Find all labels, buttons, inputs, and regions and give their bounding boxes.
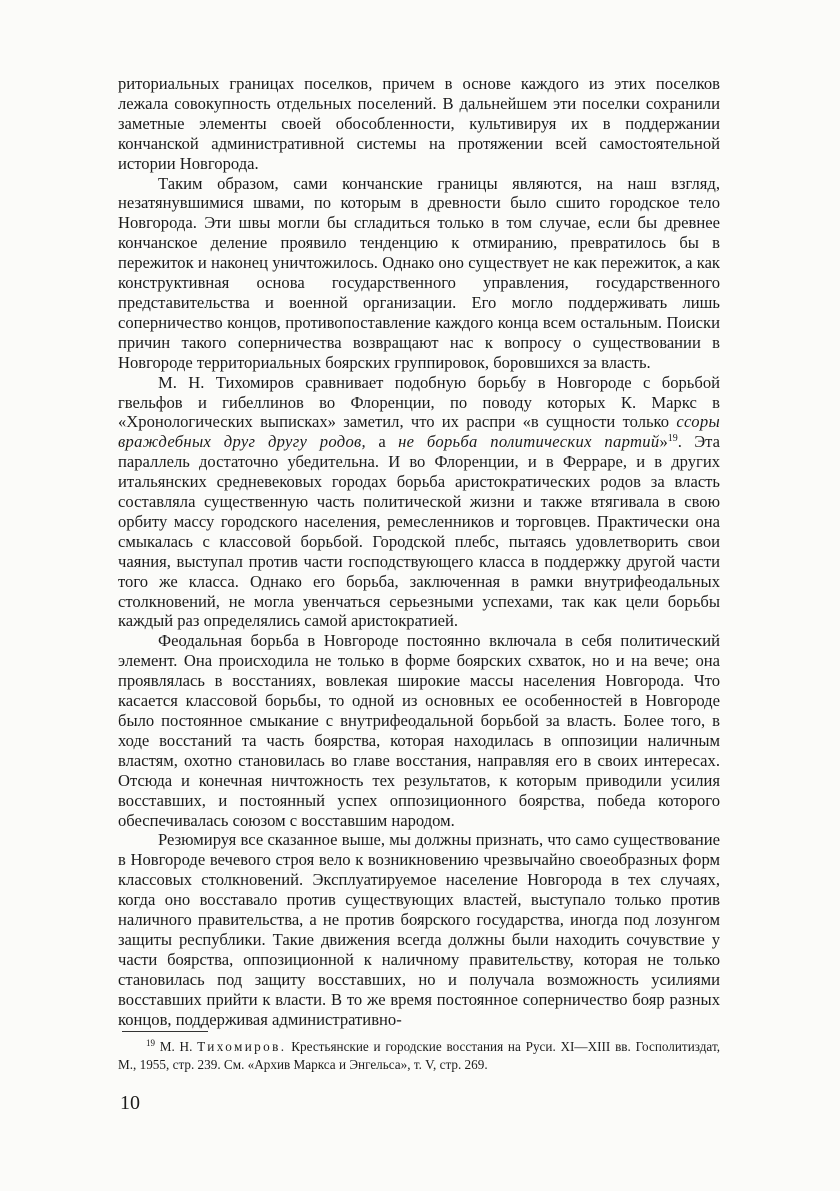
quote-italic-1: ссоры враждебных друг другу родов, bbox=[118, 412, 720, 452]
main-text bbox=[118, 74, 720, 1030]
footnote-ref-19: 19 bbox=[667, 433, 678, 445]
paragraph-2: Таким образом, сами кончанские границы являются, на наш взгляд, незатянувшимися швами, по которым в древности было сшито городское тело Новгорода. Эти швы могли бы сгладиться только в том случае, если бы древнее кончанское деление проявило тенденцию к отмиранию, превратилось бы в пережиток и наконец уничтожилось. Однако оно существует не как пережиток, а как конструктивная основа государственного управления, государственного представительства и военной организации. Его могло поддерживать лишь соперничество концов, противопоставление каждого конца всем остальным. Поиски причин такого соперничества возвращают нас к вопросу о существовании в Новгороде территориальных боярских группировок, боровшихся за власть. bbox=[118, 173, 720, 372]
page-number: 10 bbox=[120, 1092, 140, 1114]
paragraph-5: Резюмируя все сказанное выше, мы должны признать, что само существование в Новгороде вечевого строя вело к возникновению чрезвычайно своеобразных форм классовых столкновений. Эксплуатируемое население Новгорода в тех случаях, когда оно восставало против существующих властей, выступало только против наличного правительства, а не против боярского государства, иногда под лозунгом защиты республики. Такие движения всегда должны были находить сочувствие у части боярства, оппозиционной к наличному правительству, которая не только становилась под защиту восставших, но и получала возможность усилиями восставших прийти к власти. В то же время постоянное соперничество бояр разных концов, поддерживая административно- bbox=[118, 830, 720, 1029]
footnote-author: Тихомиров. bbox=[197, 1039, 287, 1054]
paragraph-3-text-b: а bbox=[366, 432, 399, 452]
quote-italic-2: не борьба политических партий bbox=[398, 432, 660, 452]
paragraph-3-text-c: » bbox=[659, 432, 668, 452]
footnote-text: Крестьянские и городские восстания на Руси. XI—XIII вв. Госполитиздат, М., 1955, стр. 239. См. «Архив Маркса и Энгельса», т. V, стр. 269. bbox=[118, 1039, 721, 1072]
footnote-initials: М. Н. bbox=[159, 1039, 198, 1054]
footnote-number: 19 bbox=[146, 1038, 155, 1048]
paragraph-4: Феодальная борьба в Новгороде постоянно включала в себя политический элемент. Она происходила не только в форме боярских схваток, но и на вече; она проявлялась в восстаниях, вовлекая широкие массы населения Новгорода. Что касается классовой борьбы, то одной из основных ее особенностей в Новгороде было постоянное смыкание с внутрифеодальной борьбой за власть. Более того, в ходе восстаний та часть боярства, которая находилась в оппозиции наличным властям, охотно становилась во главе восстания, направляя его в своих интересах. Отсюда и конечная ничтожность тех результатов, к которым приводили усилия восставших, и постоянный успех оппозиционного боярства, победа которого обеспечивалась союзом с восставшим народом. bbox=[118, 631, 720, 830]
paragraph-3-text-a: М. Н. Тихомиров сравнивает подобную борьбу в Новгороде с борьбой гвельфов и гибеллинов во Флоренции, по поводу которых К. Маркс в «Хронологических выписках» заметил, что их распри «в сущности только bbox=[118, 372, 720, 432]
paragraph-3 bbox=[118, 373, 720, 632]
footnote-divider bbox=[122, 1031, 208, 1032]
paragraph-3-text-d: . Эта параллель достаточно убедительна. И во Флоренции, и в Ферраре, и в других итальянских средневековых городах борьба аристократических родов за власть составляла существенную часть политической жизни и также втягивала в свою орбиту массу городского населения, ремесленников и торговцев. Практически она смыкалась с классовой борьбой. Городской плебс, пытаясь удовлетворить свои чаяния, выступал против части господствующего класса в поддержку другой части того же класса. Однако его борьба, заключенная в рамки внутрифеодальных столкновений, не могла увенчаться серьезными успехами, так как цели борьбы каждый раз определялись самой аристократией. bbox=[118, 432, 721, 631]
paragraph-1: риториальных границах поселков, причем в основе каждого из этих поселков лежала совокупность отдельных поселений. В дальнейшем эти поселки сохранили заметные элементы своей обособленности, культивируя их в поддержании кончанской административной системы на протяжении всей самостоятельной истории Новгорода. bbox=[118, 74, 720, 173]
footnote-19 bbox=[118, 1038, 720, 1073]
